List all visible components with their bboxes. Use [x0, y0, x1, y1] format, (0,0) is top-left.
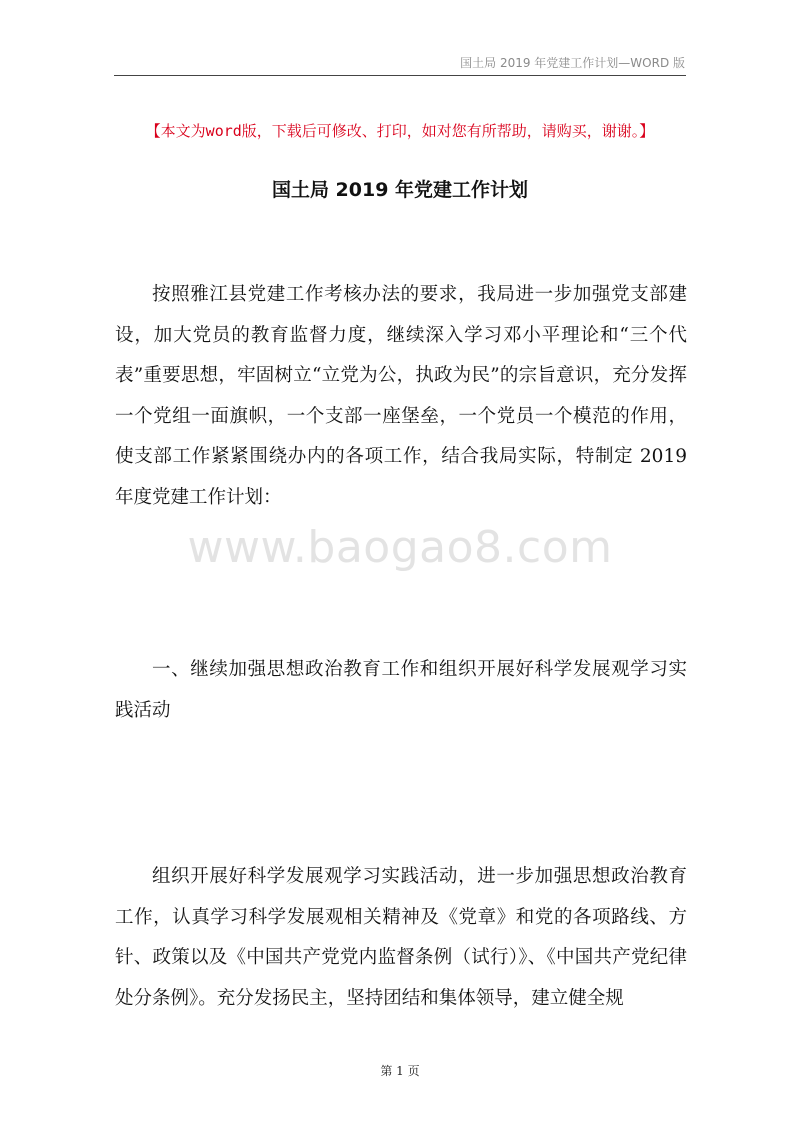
section-heading-1: 一、继续加强思想政治教育工作和组织开展好科学发展观学习实践活动	[115, 659, 687, 721]
section-body-paragraph: 组织开展好科学发展观学习实践活动，进一步加强思想政治教育工作，认真学习科学发展观相关精神及《党章》和党的各项路线、方针、政策以及《中国共产党党内监督条例（试行）》、《中国共产党纪律处分条例》。充分发扬民主，坚持团结和集体领导，建立健全规	[115, 866, 687, 1009]
download-notice: 【本文为word版，下载后可修改、打印，如对您有所帮助，请购买，谢谢。】	[145, 122, 655, 140]
intro-paragraph: 按照雅江县党建工作考核办法的要求，我局进一步加强党支部建设，加大党员的教育监督力度，继续深入学习邓小平理论和“三个代表”重要思想，牢固树立“立党为公，执政为民”的宗旨意识，充分发挥一个党组一面旗帜，一个支部一座堡垒，一个党员一个模范的作用，使支部工作紧紧围绕办内的各项工作，结合我局实际，特制定 2019 年度党建工作计划：	[115, 284, 687, 508]
document-title: 国土局 2019 年党建工作计划	[271, 179, 529, 201]
watermark-text: www.baogao8.com	[187, 522, 613, 573]
header-divider	[114, 75, 686, 76]
page-header-title: 国土局 2019 年党建工作计划—WORD 版	[460, 56, 685, 70]
page-number: 第 1 页	[380, 1064, 420, 1078]
